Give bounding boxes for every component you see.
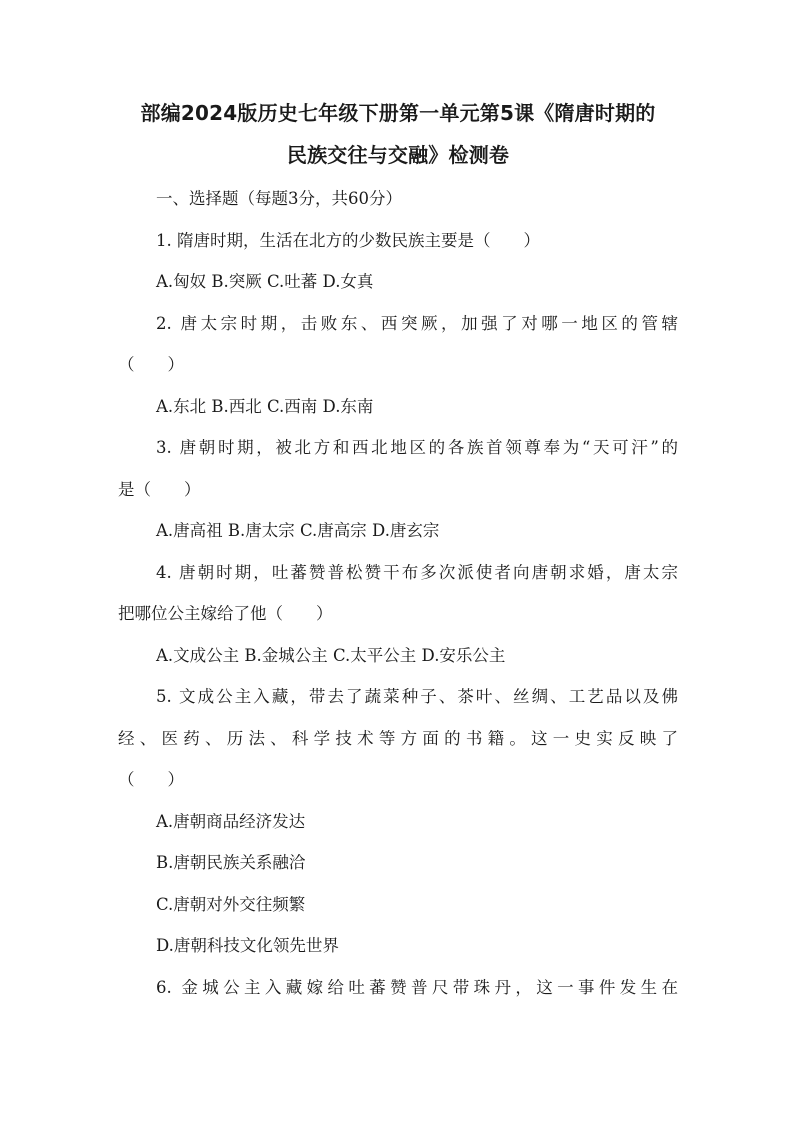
question-3-stem-cont: 是（ ） [118, 479, 201, 499]
document-page [118, 92, 678, 1008]
question-6-stem: 6. 金城公主入藏嫁给吐蕃赞普尺带珠丹，这一事件发生在 [156, 977, 678, 997]
question-3-options: A.唐高祖 B.唐太宗 C.唐高宗 D.唐玄宗 [156, 521, 440, 540]
question-5-stem: 5. 文成公主入藏，带去了蔬菜种子、茶叶、丝绸、工艺品以及佛 [156, 687, 678, 706]
question-4-stem: 4. 唐朝时期，吐蕃赞普松赞干布多次派使者向唐朝求婚，唐太宗 [156, 562, 678, 582]
question-5-option-c: C.唐朝对外交往频繁 [156, 894, 306, 914]
question-5-stem-cont: 经、医药、历法、科学技术等方面的书籍。这一史实反映了 [118, 728, 678, 748]
question-2-options: A.东北 B.西北 C.西南 D.东南 [156, 396, 374, 416]
question-4-options: A.文成公主 B.金城公主 C.太平公主 D.安乐公主 [156, 645, 506, 665]
question-2-stem: 2. 唐太宗时期，击败东、西突厥，加强了对哪一地区的管辖 [156, 313, 678, 333]
title-line-2: 民族交往与交融》检测卷 [286, 143, 510, 167]
question-5-option-a: A.唐朝商品经济发达 [156, 811, 306, 831]
question-2-stem-cont: （ ） [118, 355, 184, 374]
question-4-stem-cont: 把哪位公主嫁给了他（ ） [118, 604, 333, 623]
section-heading: 一、选择题（每题3分，共60分） [156, 189, 402, 208]
question-5-option-d: D.唐朝科技文化领先世界 [156, 936, 339, 955]
document-title [118, 92, 678, 176]
question-5-option-b: B.唐朝民族关系融洽 [156, 853, 306, 872]
question-1-options: A.匈奴 B.突厥 C.吐蕃 D.女真 [156, 272, 374, 291]
question-1-stem: 1. 隋唐时期，生活在北方的少数民族主要是（ ） [156, 230, 540, 250]
question-5-stem-cont-2: （ ） [118, 770, 184, 789]
question-3-stem: 3. 唐朝时期，被北方和西北地区的各族首领尊奉为“天可汗”的 [156, 438, 678, 457]
title-line-1: 部编2024版历史七年级下册第一单元第5课《隋唐时期的 [140, 101, 656, 125]
